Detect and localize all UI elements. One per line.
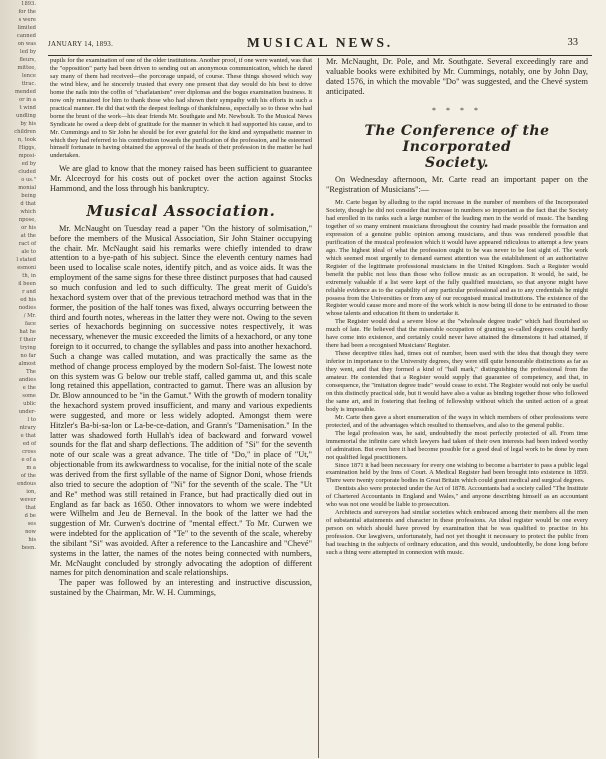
margin-fragment: il been [18, 281, 36, 287]
section-heading-conference [326, 123, 588, 171]
margin-fragment: ion, [26, 489, 36, 495]
margin-fragment: undling [16, 113, 36, 119]
margin-fragment: canned [16, 33, 36, 39]
body-paragraph: Architects and surveyors had similar societies which embraced among their members all the men of substantial attainments and character in these professions. An ideal register would be one every person on which should have proved by examination that he was qualified to practise in his profession. Our lawgivers, unfortunately, had not yet thought it necessary to protect the public from bad teaching in the subjects of ordinary education, and this would, undoubtedly, be done long before such a thing were attempted in connexion with music. [326, 509, 588, 556]
lead-paragraph: On Wednesday afternoon, Mr. Carte read an important paper on the "Registration of Musicians":— [326, 175, 588, 195]
margin-fragment: mended [14, 89, 36, 95]
margin-fragment: mittee, [17, 65, 36, 71]
margin-fragment: children [14, 129, 36, 135]
section-separator: * * * * [432, 106, 482, 116]
body-paragraph: The paper was followed by an interesting and instructive discussion, sustained by the Chairman, Mr. W. H. Cummings, [50, 578, 312, 598]
margin-fragment: monial [18, 185, 36, 191]
column-divider [318, 58, 319, 758]
margin-fragment: on was [17, 41, 36, 47]
margin-fragment: being [21, 193, 36, 199]
margin-fragment: that [25, 505, 36, 511]
margin-fragment: / Mr. [23, 313, 36, 319]
body-paragraph: Mr. McNaught on Tuesday read a paper "On the history of solmisation," before the members of the Musical Association, Sir John Stainer occupying the chair. Mr. McNaught said his remarks were chiefly intended to draw attention to a bye-path of his subject. Since the eleventh century names had been used to localise scale notes, identify pitch, and as voice aids. It was the employment of the same signs for these three distinct purposes that had caused so much confusion and led to such difficulty. The great merit of Guido's hexachord system over that of the previous tetrachord method was that in the former, the position of the half tones was fixed, always occurring between the third and fourth notes, whereas in the latter they were not. Owing to the seven series of hexachords beginning on successive notes respectively, it was necessary, whenever the music exceeded the limits of a hexachord, or any tone foreign to it occurred, to change the syllables and pass into another hexachord. Such a change was called mutation, and was practically the same as the method of change process employed by the modern Sol-faist. The lowest note on this system was G below our treble staff, called gamma ut, and this scale long retained this appellation, contracted to gamut. There was an allusion by Dr. Blow announced to be "in the Gamut." With the growth of modern tonality the hexachord system proved insufficient, and many and various expedients were suggested, and more or less widely adopted. Amongst them were Hitzler's Ba-bi-sa-lon or La-be-ce-dation, and Grann's "Damenisation." In the latter was shadowed forth Hullah's idea of backward and forward vowel sounds for the flat and sharp deflections. The addition of "Si" for the seventh note of our scale was a great advance. The title of "Do," in place of "Ut," objectionable from its awkwardness to vocalise, for the initial note of the scale was derived from the first syllable of the name of Signor Doni, whose friends also tried to secure the adoption of "Ni" for the seventh of the scale. The "Ut and Re" method was still retained in France, but had practically died out in England as far back as 1650. Other innovators to whom we were indebted were Wilhelm and Jeu de Berneval. In the book of the latter we had the suggestion of Mr. Curwen's doctrine of "mental effect." To Mr. Curwen we were indebted for the application of "Te" to the seventh of the scale, whereby the sibilant "Si" was avoided. After a reference to the Lancashire and "Chevé" systems in the latter, the names of the notes being connected with numbers, Mr. McNaught concluded by strongly advocating the adoption of different names for pitch denomination and scale relationships. [50, 223, 312, 578]
margin-fragment: lence [21, 73, 36, 79]
margin-fragment: t wind [19, 105, 36, 111]
margin-fragment: l stated [16, 257, 36, 263]
right-column [326, 57, 588, 557]
body-paragraph: Dentists also were protected under the Act of 1878. Accountants had a society called "The Institute of Chartered Accountants in England and Wales," and anyone describing himself as an accountant who was not one would be liable to prosecution. [326, 485, 588, 509]
margin-fragment: th, in [22, 273, 36, 279]
left-column [50, 57, 312, 598]
margin-fragment: The [26, 369, 36, 375]
body-paragraph: Since 1871 it had been necessary for every one wishing to become a barrister to pass a public legal examination held by the Inns of Court. A Medical Register had been brought into existence in 1859. There were twenty corporate bodies in Great Britain which could grant medical and surgical degrees. [326, 461, 588, 485]
margin-fragment: l to [27, 417, 36, 423]
margin-fragment: for the [18, 9, 36, 15]
margin-fragment: under- [18, 409, 36, 415]
margin-fragment: e that [20, 433, 36, 439]
margin-fragment: andies [18, 377, 36, 383]
margin-fragment: some [22, 393, 36, 399]
margin-fragment: wever [20, 497, 36, 503]
margin-fragment: ttrac. [21, 81, 36, 87]
section-heading-musical-association: Musical Association. [86, 201, 276, 220]
margin-fragment: ses [27, 521, 36, 527]
margin-fragment: ed his [20, 297, 36, 303]
margin-fragment: d that [20, 201, 36, 207]
continuation-paragraph: Mr. McNaught, Dr. Pole, and Mr. Southgate. Several exceedingly rare and valuable books were exhibited by Mr. Cummings, notably, one by John Day, dated 1576, in which the movable "Do" was suggested, and the Chevé system anticipated. [326, 57, 588, 96]
margin-fragment: cross [22, 449, 36, 455]
margin-fragment: his [28, 537, 36, 543]
margin-fragment: ed of [22, 441, 36, 447]
margin-fragment: s were [18, 17, 36, 23]
margin-fragment: which [20, 209, 36, 215]
margin-fragment: ract of [18, 241, 36, 247]
margin-fragment: ntrary [19, 425, 36, 431]
body-paragraph: Mr. Carte then gave a short enumeration of the ways in which members of other professions were protected, and of the advantages which resulted to themselves, and also to the general public. [326, 413, 588, 429]
intro-paragraph: pupils for the examination of one of the older institutions. Another proof, if one were wanted, was that the "opposition" party had been driven to sending out an anonymous communication, which he dared say many of them had received—the porcorage unpaid, of course. These things showed which way the wind blew, and he sincerely trusted that every one present that day would do his best to drive home the nails into the coffin of "charlatanism" over diplomas and the bogus examination business. It now only remained for him to thank those who had shown their sympathy with his efforts in such a practical manner. He did that with the deepest feelings of thankfulness, especially so to those who had borne the brunt of the work—his dear friends Mr. Southgate and Mr. Newboult. To the Musical News Syndicate he owed a deep debt of gratitude for the manner in which it had supported his cause, and to Mr. Cummings and to Sir John he should be for ever grateful for the kind and sympathetic manner in which they had referred to his contribution towards the purification of the profession, and he esteemed himself fortunate in having obtained the approval of the heads of their profession in the matter he had undertaken. [50, 57, 312, 160]
body-paragraph: These deceptive titles had, times out of number, been used with the idea that though they were inferior in importance to the University degrees, they were still quite honourable distinctions as far as they went, and that they formed a kind of "hall mark," distinguishing the professional from the amateur. He contended that a Register would supply that guarantee of competency, and that, in consequence, the "imitation degree trade" would cease to exist. The Register would not only be useful on this distinctly practical side, but it would have also a value as binding together those who followed the same art, and in fostering that feeling of fellowship without which the united action of a great body is impossible. [326, 350, 588, 413]
body-paragraph: Mr. Carte began by alluding to the rapid increase in the number of members of the Incorporated Society, though he did not consider that increase in numbers so important as the fact that the Society had enrolled in its ranks such a large number of the leading men in the world of music. The banding together of so many eminent musicians throughout the country had made possible the formation and expression of a genuine public opinion among musicians, and thus was rendered possible that purification of the musical profession which it would have appeared ridiculous to attempt a few years ago. The highest ideal of what the profession ought to be was never to be lost sight of. The work which seemed most urgently to demand earnest attention was the establishment of an authoritative Register of the legitimate professional musicians in the United Kingdom. Such a Register would benefit the public not less than those who follow music as an occupation. It would, he said, be extremely valuable if a list were kept of the fully qualified musicians, so that anyone might have reliable evidence as to the capability of any particular professional and as to any credentials he might possess from the Universities or from any of our recognised musical institutions. The existence of the Register would cause more and more of the work which is now being ill done to be entrusted to those whose talents and education fit them to undertake it. [326, 199, 588, 318]
margin-fragment: of the [20, 473, 36, 479]
body-paragraph: The Register would deal a severe blow at the "wholesale degree trade" which had flourished so much of late. He believed that the miserable occupation of granting so-called degrees could hardly have come into existence, and certainly could never have attained the dimensions it had attained, if there had been a recognised Musicians' Register. [326, 318, 588, 350]
margin-fragment: been. [21, 545, 36, 551]
margin-fragment: r and [22, 289, 36, 295]
margin-fragment: 1893. [21, 1, 36, 7]
margin-fragment: n, took [17, 137, 36, 143]
margin-fragment: cluded [18, 169, 36, 175]
adjacent-page-margin [0, 0, 40, 759]
margin-fragment: Higgs, [18, 145, 36, 151]
margin-fragment: e the [22, 385, 36, 391]
margin-fragment: npose, [18, 217, 36, 223]
margin-fragment: face [25, 321, 36, 327]
margin-fragment: ale to [21, 249, 36, 255]
margin-fragment: d be [24, 513, 36, 519]
margin-fragment: nodies [18, 305, 36, 311]
margin-fragment: e of a [21, 457, 36, 463]
intro-paragraph: We are glad to know that the money raised has been sufficient to guarantee Mr. Alcecroyd for his costs out of pocket over the action against Stocks Hammond, and the loss through his bankruptcy. [50, 164, 312, 194]
margin-fragment: hat he [19, 329, 36, 335]
margin-fragment: or his [21, 225, 36, 231]
margin-fragment: f their [19, 337, 36, 343]
margin-fragment: esmoni [17, 265, 36, 271]
margin-fragment: now [25, 529, 36, 535]
margin-fragment: endous [17, 481, 36, 487]
body-paragraph: The legal profession was, he said, undoubtedly the most perfectly protected of all. From time immemorial the infinite care which lawyers had taken of their own interests had been indeed worthy of admiration. But even here it had become possible for a good deal of legal work to be done by men not qualified legal practitioners. [326, 429, 588, 461]
margin-fragment: no far [20, 353, 36, 359]
section-heading-line: Society. [424, 155, 490, 172]
margin-fragment: ublic [23, 401, 36, 407]
margin-fragment: almost [18, 361, 36, 367]
margin-fragment: at the [20, 233, 36, 239]
header-page-number: 33 [567, 37, 578, 48]
header-title: MUSICAL NEWS. [247, 35, 393, 50]
margin-fragment: led by [20, 49, 36, 55]
margin-fragment: m a [26, 465, 36, 471]
margin-fragment: o us." [21, 177, 36, 183]
margin-fragment: or in a [19, 97, 36, 103]
margin-fragment: by his [20, 121, 36, 127]
header-rule [48, 55, 592, 56]
margin-fragment: fleurs, [19, 57, 36, 63]
margin-fragment: trying [20, 345, 36, 351]
page-header [48, 35, 592, 51]
header-date: JANUARY 14, 1893. [48, 40, 114, 48]
margin-fragment: mposi- [18, 153, 36, 159]
section-heading-line: The Conference of the Incorporated [364, 123, 550, 156]
margin-fragment: limited [17, 25, 36, 31]
margin-fragment: ed by [21, 161, 36, 167]
